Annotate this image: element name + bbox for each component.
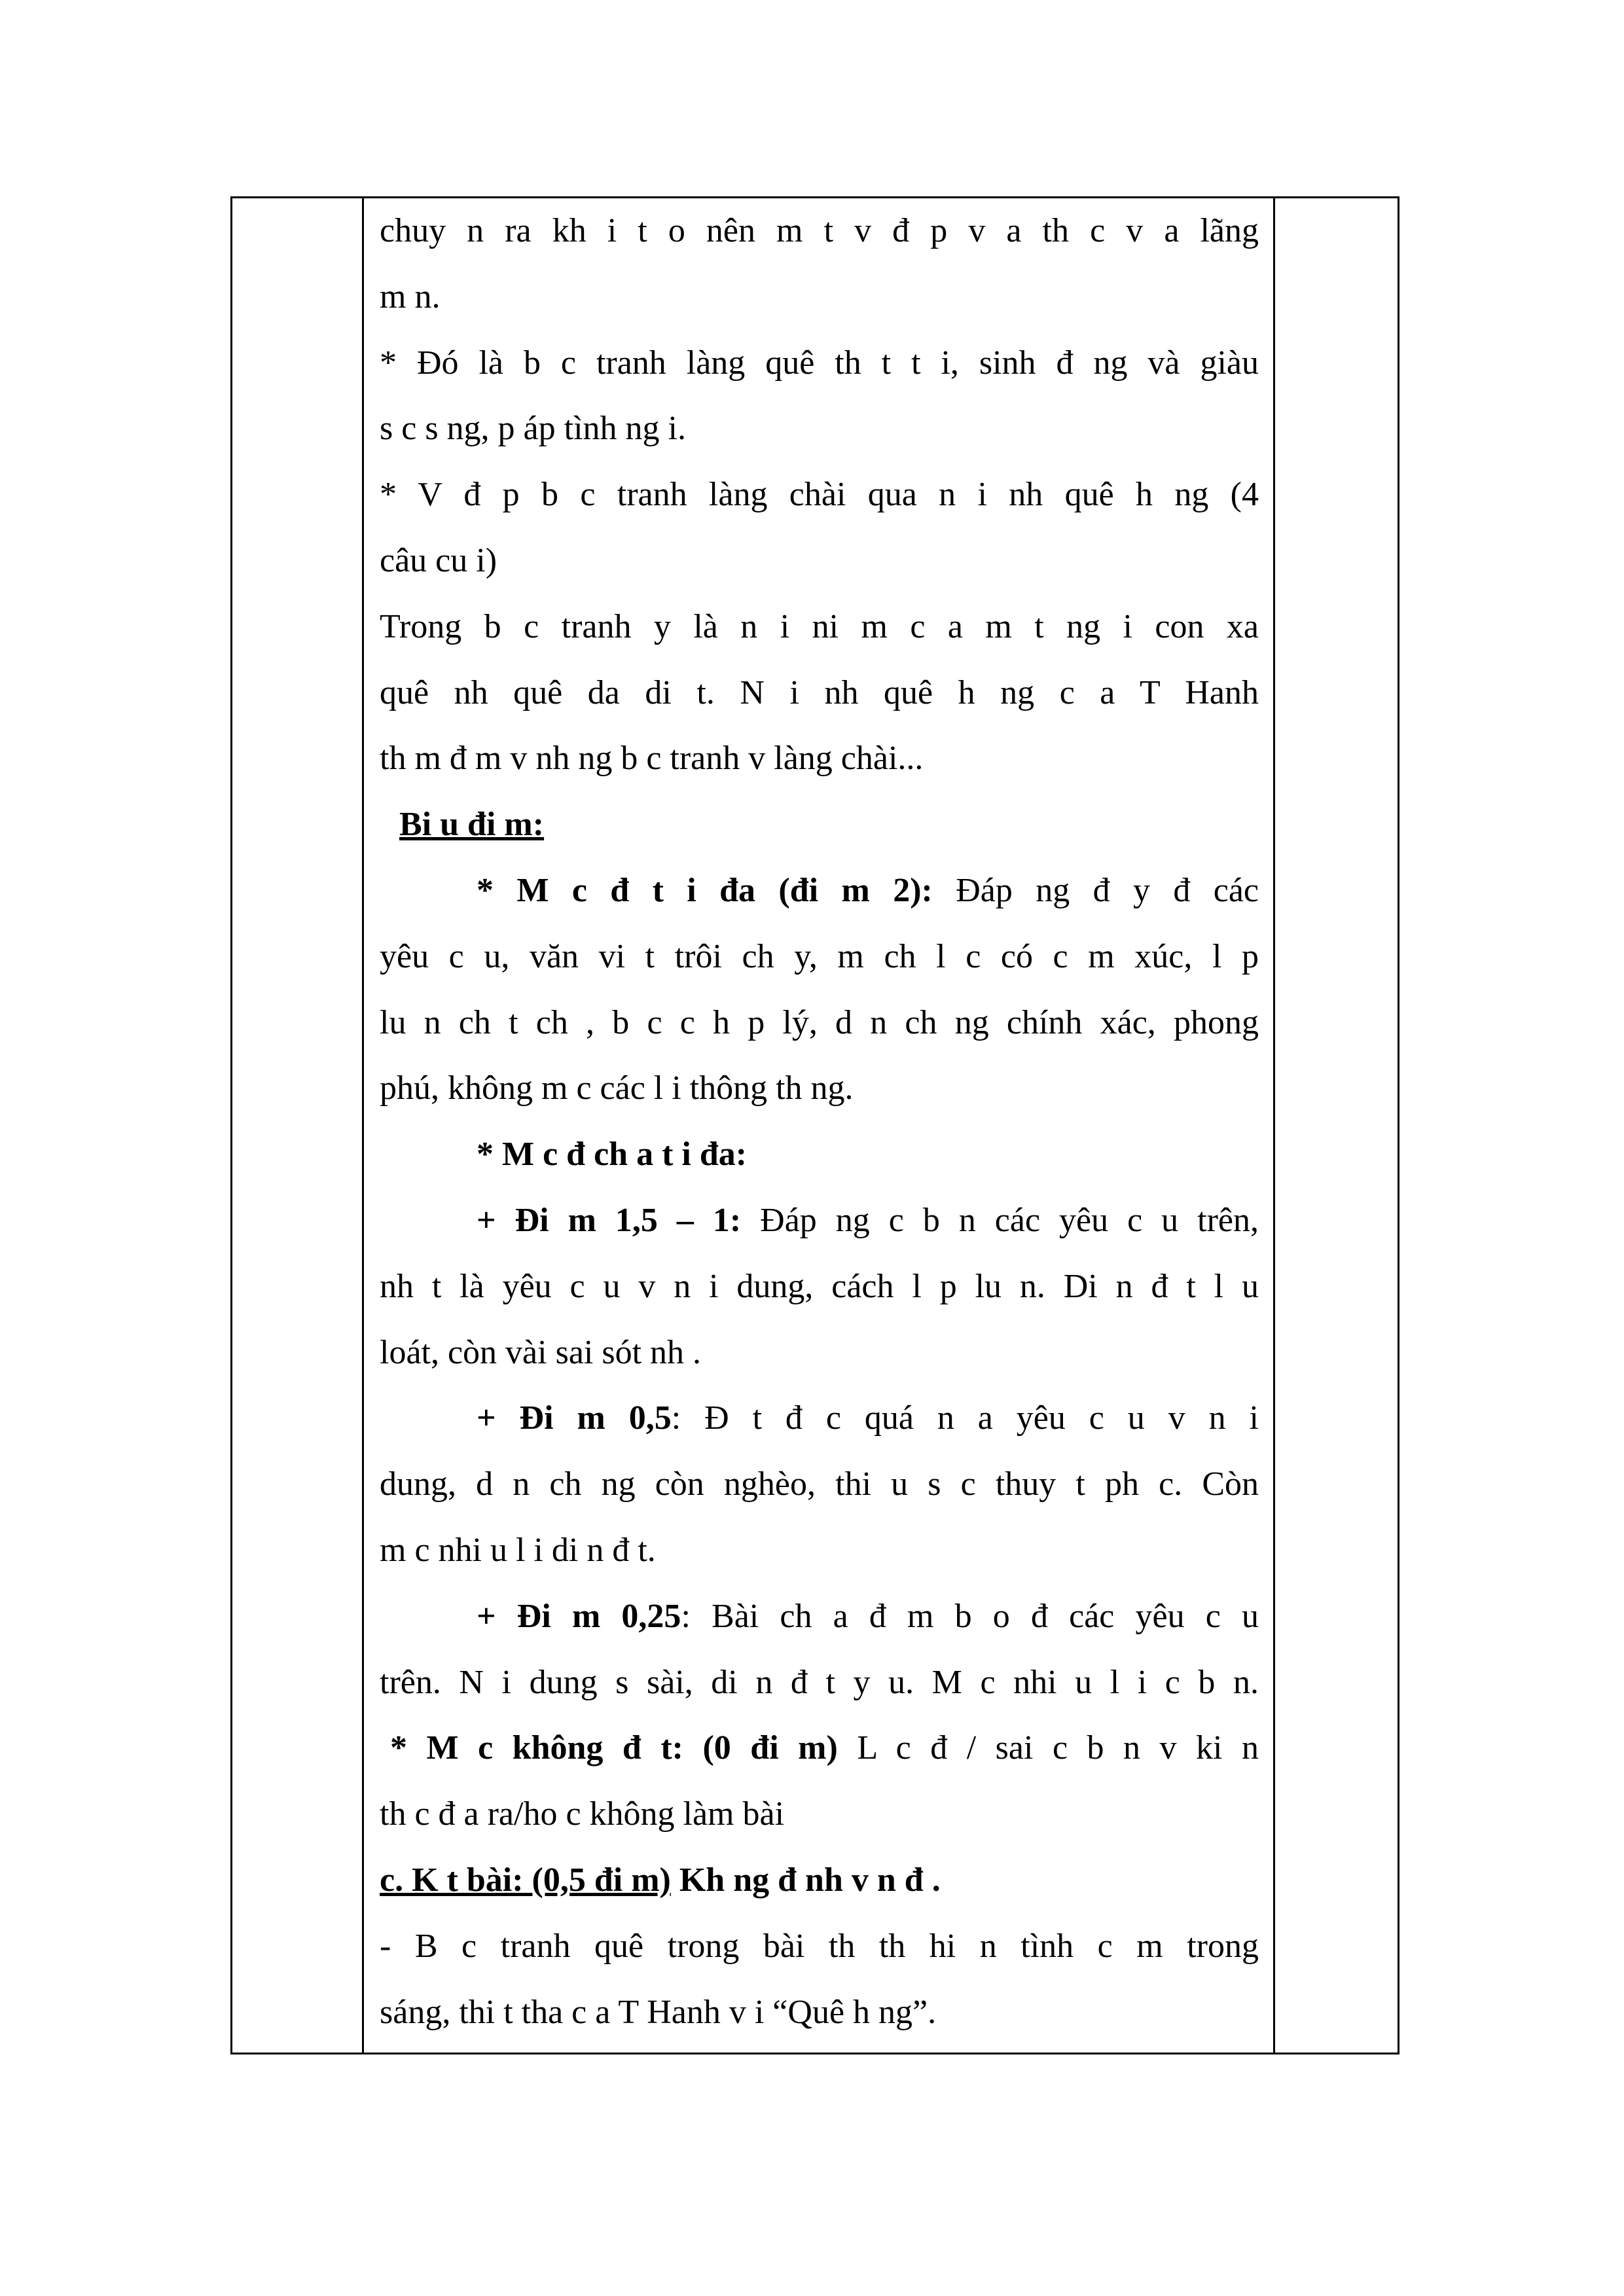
text-line: yêu c u, văn vi t trôi ch y, m ch l c có c m xúc, l p: [380, 937, 1259, 975]
text-span: Đáp ng đ y đ các: [932, 871, 1259, 909]
text-line: - B c tranh quê trong bài th th hi n tình c m trong: [380, 1927, 1259, 1965]
text-line: câu cu i): [380, 541, 497, 579]
text-line: quê nh quê da di t. N i nh quê h ng c a T Hanh: [380, 673, 1259, 711]
text-line: loát, còn vài sai sót nh .: [380, 1333, 702, 1371]
text-line: trên. N i dung s sài, di n đ t y u. M c nhi u l i c b n.: [380, 1663, 1259, 1701]
text-line: th m đ m v nh ng b c tranh v làng chài...: [380, 740, 924, 778]
text-line: nh t là yêu c u v n i dung, cách l p lu n. Di n đ t l u: [380, 1267, 1259, 1305]
scoring-heading: Bi u đi m:: [399, 806, 545, 844]
table-row: [232, 198, 1399, 2054]
bold-label: * M c đ t i đa (đi m 2):: [477, 871, 933, 909]
text-line: m n.: [380, 278, 441, 315]
text-span: Đáp ng c b n các yêu c u trên,: [741, 1201, 1259, 1239]
right-empty-cell: [1274, 198, 1399, 2054]
bold-label: * M c đ ch a t i đa:: [477, 1136, 748, 1174]
bold-underlined-label: c. K t bài: (0,5 đi m): [380, 1861, 671, 1899]
conclusion-heading: [380, 1848, 1259, 1914]
main-content-cell: [363, 198, 1274, 2054]
bold-label: * M c không đ t: (0 đi m): [390, 1729, 838, 1767]
text-line: lu n ch t ch , b c c h p lý, d n ch ng chính xác, phong: [380, 1003, 1259, 1041]
text-line: chuy n ra kh i t o nên m t v đ p v a th c v a lãng: [380, 212, 1259, 249]
content-table: [230, 196, 1399, 2054]
text-line: * V đ p b c tranh làng chài qua n i nh quê h ng (4: [380, 476, 1259, 514]
bold-label: + Đi m 0,5: [477, 1399, 672, 1437]
text-line: phú, không m c các l i thông th ng.: [380, 1069, 854, 1107]
text-line: Trong b c tranh y là n i ni m c a m t ng i con xa: [380, 607, 1259, 645]
text-line: [380, 1386, 1259, 1452]
text-line: [380, 1715, 1259, 1782]
text-line: dung, d n ch ng còn nghèo, thi u s c thuy t ph c. Còn: [380, 1465, 1259, 1503]
text-line: * Đó là b c tranh làng quê th t t i, sinh đ ng và giàu: [380, 344, 1259, 382]
answer-text: [364, 198, 1273, 2045]
text-line: s c s ng, p áp tình ng i.: [380, 410, 686, 448]
left-empty-cell: [232, 198, 363, 2054]
text-line: sáng, thi t tha c a T Hanh v i “Quê h ng”.: [380, 1993, 937, 2031]
text-span: : Đ t đ c quá n a yêu c u v n i: [671, 1399, 1259, 1437]
text-line: [380, 1188, 1259, 1254]
text-span: L c đ / sai c b n v ki n: [837, 1729, 1259, 1767]
text-line: [380, 1584, 1259, 1650]
text-line: [380, 858, 1259, 924]
text-line: m c nhi u l i di n đ t.: [380, 1531, 656, 1569]
text-span: : Bài ch a đ m b o đ các yêu c u: [681, 1597, 1259, 1635]
bold-label: + Đi m 0,25: [477, 1597, 681, 1635]
bold-label: + Đi m 1,5 – 1:: [477, 1201, 742, 1239]
text-line: th c đ a ra/ho c không làm bài: [380, 1795, 785, 1833]
text-span: Kh ng đ nh v n đ .: [670, 1861, 941, 1899]
